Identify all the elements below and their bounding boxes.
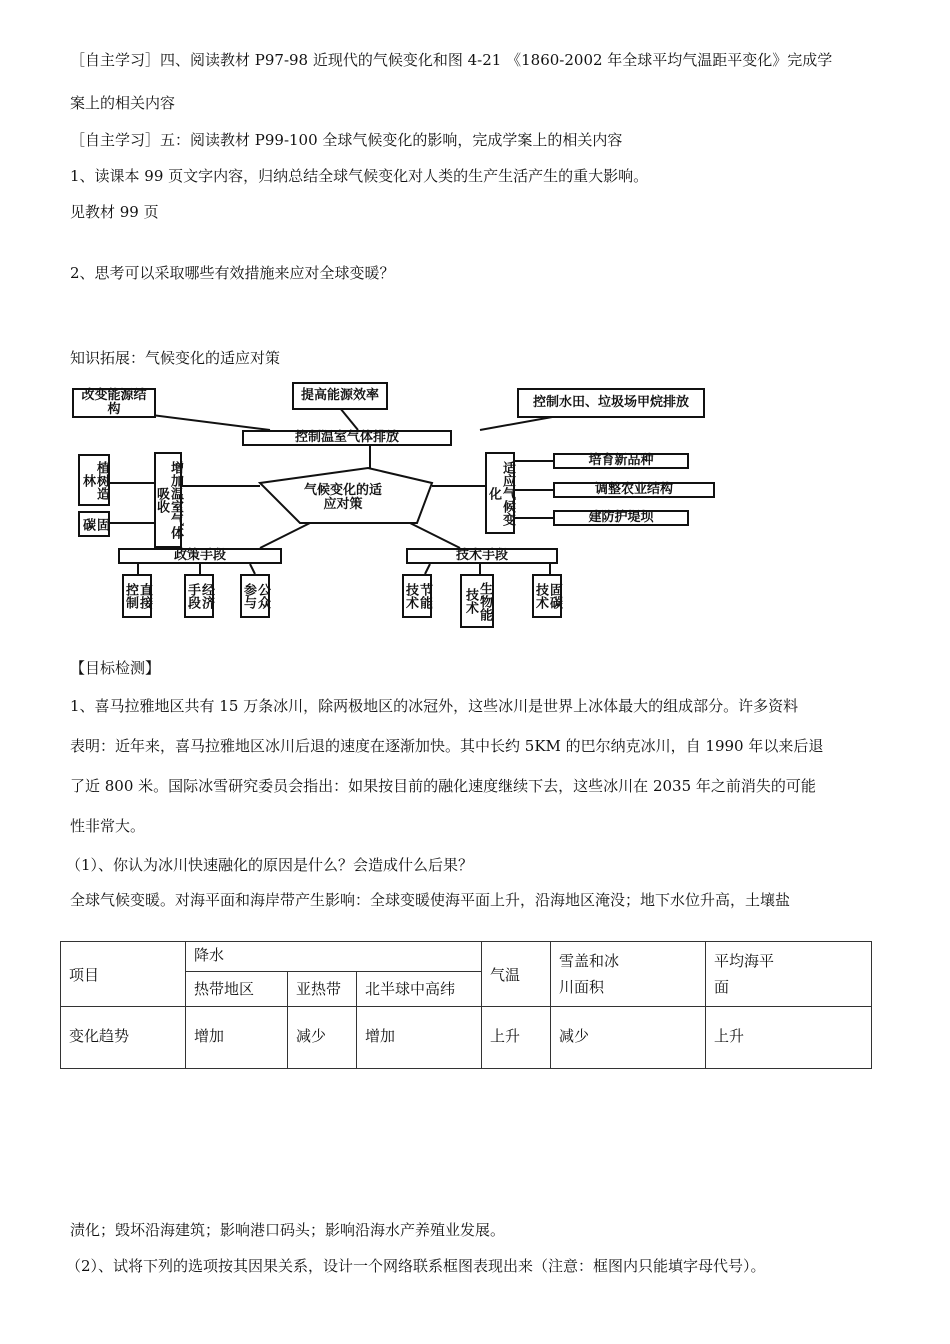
- cell: 减少: [288, 1007, 357, 1069]
- cell: 减少: [551, 1007, 706, 1069]
- box-direct-control: 直接控制: [122, 574, 152, 618]
- passage-line: 1、喜马拉雅地区共有 15 万条冰川，除两极地区的冰冠外，这些冰川是世界上冰体最大的组成部分。许多资料: [70, 697, 799, 715]
- question-2: 2、思考可以采取哪些有效措施来应对全球变暖？: [70, 264, 395, 282]
- box-new-varieties: 培育新品种: [553, 453, 689, 469]
- bar-policy: 政策手段: [118, 548, 282, 564]
- header-snow-ice: 雪盖和冰川面积: [559, 952, 620, 996]
- climate-change-table: [60, 941, 872, 1069]
- box-carbon-fix-tech: 固碳技术: [532, 574, 562, 618]
- box-economic-means: 经济手段: [184, 574, 214, 618]
- box-dykes: 建防护堤坝: [553, 510, 689, 526]
- passage-line: 了近 800 米。国际冰雪研究委员会指出：如果按目前的融化速度继续下去，这些冰川在 2035 年之前消失的可能: [70, 777, 816, 795]
- box-bio-energy-tech: 生物能技术: [460, 574, 494, 628]
- section-heading: 【目标检测】: [70, 659, 161, 677]
- center-label: 气候变化的适应对策: [303, 483, 382, 512]
- box-public-participation: 公众参与: [240, 574, 270, 618]
- answer-line: 全球气候变暖。对海平面和海岸带产生影响：全球变暖使海平面上升，沿海地区淹没；地下水位升高，土壤盐: [70, 891, 791, 909]
- header-precipitation: 降水: [186, 942, 482, 972]
- sub-tropical: 热带地区: [186, 972, 288, 1007]
- answer-line: 渍化；毁坏沿海建筑；影响港口码头；影响沿海水产养殖业发展。: [70, 1221, 506, 1239]
- text-line: 案上的相关内容: [70, 94, 176, 112]
- header-item: 项目: [61, 942, 186, 1007]
- box-adapt-climate: 适应气候变化: [485, 452, 515, 534]
- sub-subtropical: 亚热带: [288, 972, 357, 1007]
- box-afforestation: 植树造林: [78, 454, 110, 506]
- sub-nh-mid-high: 北半球中高纬: [357, 972, 482, 1007]
- cell: 增加: [357, 1007, 482, 1069]
- box-methane-control: 控制水田、垃圾场甲烷排放: [517, 388, 705, 418]
- bar-tech: 技术手段: [406, 548, 558, 564]
- section-heading: 知识拓展：气候变化的适应对策: [70, 349, 281, 367]
- header-temperature: 气温: [482, 942, 551, 1007]
- passage-line: 表明：近年来，喜马拉雅地区冰川后退的速度在逐渐加快。其中长约 5KM 的巴尔纳克冰川，自 1990 年以来后退: [70, 737, 824, 755]
- box-energy-saving-tech: 节能技术: [402, 574, 432, 618]
- bar-emission-control: 控制温室气体排放: [242, 430, 452, 446]
- box-agri-structure: 调整农业结构: [553, 482, 715, 498]
- cell: 增加: [186, 1007, 288, 1069]
- box-energy-efficiency: 提高能源效率: [292, 382, 388, 410]
- box-increase-absorption: 增加温室气体吸收: [154, 452, 182, 548]
- cell: 上升: [706, 1007, 872, 1069]
- row-label: 变化趋势: [61, 1007, 186, 1069]
- text-line: 1、读课本 99 页文字内容，归纳总结全球气候变化对人类的生产生活产生的重大影响。: [70, 167, 649, 185]
- text-line: ［自主学习］四、阅读教材 P97-98 近现代的气候变化和图 4-21 《1860-2002 年全球平均气温距平变化》完成学: [70, 51, 833, 69]
- text-line: 见教材 99 页: [70, 203, 159, 221]
- question-1-2: （2）、试将下列的选项按其因果关系，设计一个网络联系框图表现出来（注意：框图内只能填字母代号）。: [66, 1257, 766, 1275]
- box-carbon-fix: 固碳: [78, 511, 110, 537]
- question-1-1: （1）、你认为冰川快速融化的原因是什么？会造成什么后果？: [66, 856, 474, 874]
- box-energy-structure: 改变能源结构: [72, 388, 156, 418]
- cell: 上升: [482, 1007, 551, 1069]
- passage-line: 性非常大。: [70, 817, 146, 835]
- climate-adaptation-diagram: [60, 378, 720, 628]
- header-sea-level: 平均海平面: [714, 952, 775, 996]
- text-line: ［自主学习］五：阅读教材 P99-100 全球气候变化的影响，完成学案上的相关内容: [70, 131, 623, 149]
